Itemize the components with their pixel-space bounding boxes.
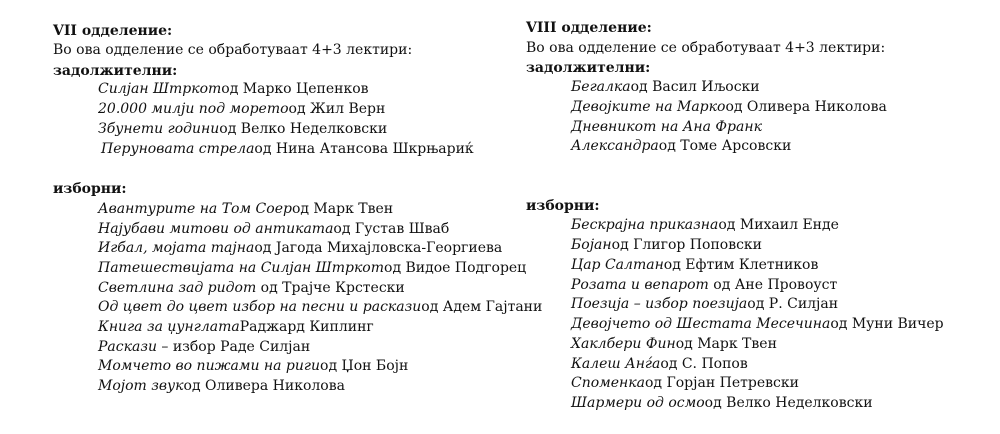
book-title: Патешествијата на Силјан Штркот	[98, 260, 385, 276]
book-author: од Глигор Поповски	[611, 237, 763, 253]
book-title: Александра	[571, 138, 659, 154]
book-title: 20.000 милји под морето	[98, 101, 289, 117]
book-author: од Жил Верн	[288, 101, 386, 117]
list-item	[98, 239, 502, 257]
book-author: од Адем Гајтани	[421, 299, 543, 315]
list-item	[571, 256, 818, 274]
grade-8-mandatory-label: задолжителни:	[526, 60, 651, 76]
list-item	[98, 338, 310, 356]
book-author: од Нина Атансова Шкрњариќ	[254, 141, 474, 157]
list-item	[571, 236, 762, 254]
book-author: од Оливера Николова	[725, 99, 887, 115]
book-title: Книга за џунглата	[98, 319, 240, 335]
book-author: од Р. Силјан	[747, 296, 839, 312]
book-title: Игбал, мојата тајна	[98, 240, 255, 256]
book-author: од Оливера Николова	[183, 378, 345, 394]
book-title: Розата и вепарот	[571, 277, 709, 293]
book-author: – избор Раде Силјан	[156, 339, 311, 355]
book-title: Дневникот на Ана Франк	[571, 119, 762, 135]
list-item	[571, 315, 944, 333]
book-author: од Велко Неделковски	[219, 121, 388, 137]
grade-7-heading: VII одделение:	[53, 23, 173, 39]
book-author: од С. Попов	[660, 356, 748, 372]
book-title: Авантурите на Том Соер	[98, 201, 292, 217]
book-title: Светлина зад ридот	[98, 280, 257, 296]
list-item	[98, 259, 526, 277]
book-title: Шармери од осмо	[571, 395, 705, 411]
book-author: од Јагода Михајловска-Георгиева	[254, 240, 503, 256]
book-title: Девојките на Марко	[571, 99, 726, 115]
list-item	[98, 220, 449, 238]
book-title: Бојан	[571, 237, 612, 253]
book-title: Перуновата стрела	[101, 141, 255, 157]
list-item	[571, 276, 837, 294]
list-item	[98, 357, 408, 375]
grade-8-optional-label: изборни:	[526, 198, 600, 214]
book-title: Момчето во пижами на риги	[98, 358, 321, 374]
book-title: Споменка	[571, 375, 645, 391]
list-item	[571, 374, 799, 392]
list-item	[571, 394, 873, 412]
book-author: од Марк Твен	[291, 201, 394, 217]
book-title: Цар Салтан	[571, 257, 664, 273]
book-author: од Трајче Крстески	[256, 280, 405, 296]
book-author: од Џон Бојн	[320, 358, 409, 374]
list-item	[98, 377, 345, 395]
list-item	[571, 216, 839, 234]
grade-7-optional-label: изборни:	[53, 181, 127, 197]
book-title: Калеш Анѓа	[571, 356, 661, 372]
list-item	[98, 80, 369, 98]
list-item	[571, 78, 760, 96]
book-title: Бескрајна приказна	[571, 217, 719, 233]
list-item	[98, 200, 393, 218]
grade-8-intro: Во ова одделение се обработуваат 4+3 лектири:	[526, 40, 886, 56]
list-item	[98, 298, 542, 316]
book-title: Најубави митови од антиката	[98, 221, 334, 237]
book-title: Мојот звук	[98, 378, 184, 394]
list-item	[571, 137, 791, 155]
list-item	[101, 140, 474, 158]
book-title: Раскази	[98, 339, 157, 355]
grade-7-intro: Во ова одделение се обработуваат 4+3 лектири:	[53, 42, 413, 58]
book-title: Девојчето од Шестата Месечина	[571, 316, 831, 332]
book-title: Хаклбери Фин	[571, 336, 676, 352]
book-author: од Муни Вичер	[830, 316, 944, 332]
book-title: Силјан Штркот	[98, 81, 222, 97]
book-author: од Велко Неделковски	[704, 395, 873, 411]
book-author: од Горјан Петревски	[644, 375, 799, 391]
book-author: од Томе Арсовски	[658, 138, 792, 154]
book-author: од Васил Иљоски	[630, 79, 760, 95]
book-title: Поезија – избор поезија	[571, 296, 748, 312]
book-author: од Видое Подгорец	[384, 260, 527, 276]
grade-7-mandatory-label: задолжителни:	[53, 63, 178, 79]
grade-8-heading: VIII одделение:	[526, 20, 652, 36]
book-title: Од цвет до цвет избор на песни и раскази	[98, 299, 422, 315]
book-author: од Михаил Енде	[718, 217, 839, 233]
list-item	[571, 335, 777, 353]
book-author: Раджард Киплинг	[239, 319, 374, 335]
book-author: од Марко Цепенков	[221, 81, 369, 97]
list-item	[571, 295, 838, 313]
book-title: Бегалка	[571, 79, 631, 95]
book-author: од Ефтим Клетников	[663, 257, 819, 273]
list-item	[98, 279, 405, 297]
list-item	[571, 355, 748, 373]
list-item	[98, 318, 374, 336]
book-title: Збунети години	[98, 121, 220, 137]
book-author: од Густав Шваб	[333, 221, 450, 237]
list-item	[571, 118, 762, 136]
book-author: од Марк Твен	[675, 336, 777, 352]
list-item	[571, 98, 887, 116]
book-author: од Ане Провоуст	[708, 277, 838, 293]
list-item	[98, 100, 385, 118]
list-item	[98, 120, 387, 138]
